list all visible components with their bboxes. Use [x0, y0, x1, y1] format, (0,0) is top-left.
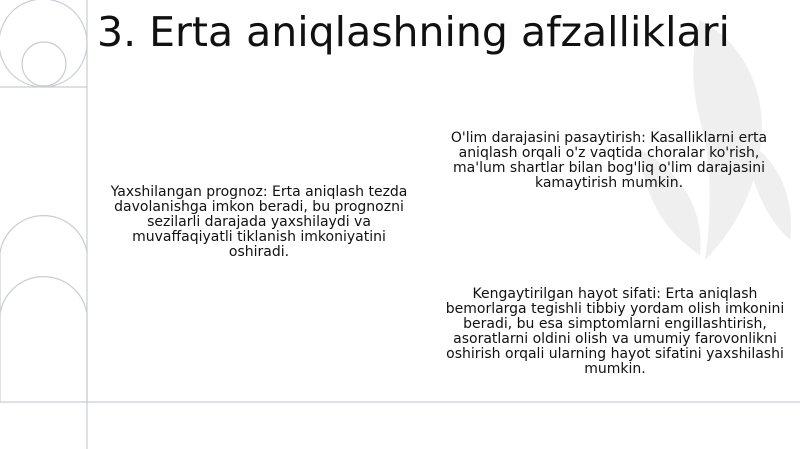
arch-decoration-upper — [0, 216, 87, 253]
prognosis-text: Yaxshilangan prognoz: Erta aniqlash tezda davolanishga imkon beradi, bu prognozni sezilarli darajada yaxshilaydi va muvaffaqiyatli tiklanish imkoniyatini oshiradi. — [110, 184, 408, 260]
large-circle-decoration — [0, 0, 87, 87]
small-circle-decoration — [22, 42, 66, 86]
arch-decoration-lower — [0, 277, 87, 402]
mortality-text: O'lim darajasini pasaytirish: Kasalliklarni erta aniqlash orqali o'z vaqtida choralar ko'rish, ma'lum shartlar bilan bog'liq o'lim darajasini kamaytirish mumkin. — [450, 130, 768, 191]
slide-title: 3. Erta aniqlashning afzalliklari — [97, 8, 730, 56]
quality-of-life-text: Kengaytirilgan hayot sifati: Erta aniqlash bemorlarga tegishli tibbiy yordam olish imkonini beradi, bu esa simptomlarni engillashtirish, asoratlarni oldini olish va umumiy farovonlikni oshirish orqali ularning hayot sifatini yaxshilashi mumkin. — [445, 286, 785, 377]
